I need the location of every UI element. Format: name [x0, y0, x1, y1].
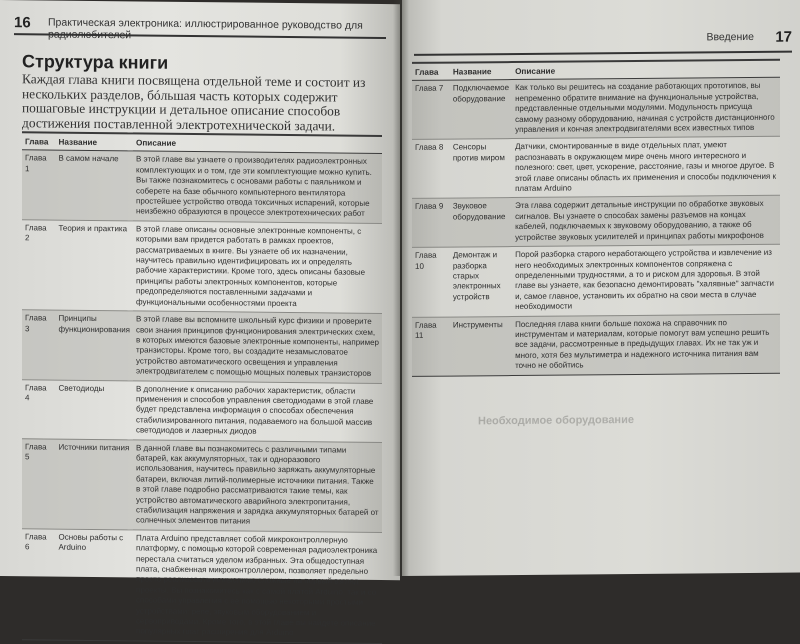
table-row — [22, 379, 382, 442]
name-cell: Светодиоды — [58, 383, 105, 393]
chapter-cell: Глава 2 — [25, 223, 47, 243]
table-row — [22, 529, 382, 644]
right-page — [402, 0, 800, 576]
table-row — [412, 314, 780, 376]
col-description: Описание — [135, 138, 177, 148]
description-cell: Последняя глава книги больше похожа на справочник по инструментам и материалам, которые помогут вам успешно решить все задачи, рассмотренные в предыдущих главах. Их не так уж и много, хотя без мультиметра и надежного источника питания вам точно не обойтись — [515, 317, 770, 371]
description-cell: Датчики, смонтированные в виде отдельных плат, умеют распознавать в окружающем мире очень много интересного и полезного: свет, цвет, ускорение, расстояние, газы и многое другое. В этой главе описаны область их применения и способы подключения к платам Arduino — [515, 140, 776, 194]
chapter-cell: Глава 9 — [415, 202, 444, 212]
chapter-cell: Глава 11 — [415, 320, 437, 340]
table-row — [412, 244, 780, 317]
page-number-left: 16 — [14, 14, 31, 32]
col-chapter: Глава — [415, 67, 439, 77]
col-name: Название — [58, 137, 98, 148]
name-cell: В самом начале — [58, 154, 119, 164]
left-page — [0, 0, 400, 638]
col-name: Название — [452, 67, 492, 77]
name-cell: Источники питания — [58, 442, 130, 452]
name-cell: Основы работы с Arduino — [58, 532, 124, 553]
description-cell: В дополнение к описанию рабочих характеристик, области применения и способов управления светодиодами в этой главе будет представлена информация о способах обеспечения стабилизированного питания, подаваемого на большой массив светодиодов и лазерных диодов — [135, 383, 374, 436]
name-cell: Звуковое оборудование — [452, 201, 506, 222]
table-row — [22, 310, 382, 383]
description-cell: В данной главе вы познакомитесь с различными типами батарей, как аккумуляторных, так и одноразового использования, научитесь правильно заряжать аккумуляторные батареи, включая литий-полимерные источники питания. Также в этой главе подробно рассматриваются такие темы, как устройство автоматического аварийного электропитания, стабилизация напряжения и зарядка аккумуляторных батарей от солнечных элементов питания — [135, 442, 379, 527]
description-cell: В этой главе описаны основные электронные компоненты, с которыми вам придется работать в рамках проектов, рассматриваемых в книге. Вы узнаете об их назначении, научитесь правильно идентифицировать их и определять рабочие характеристики. Кроме того, здесь описаны базовые принципы работы электронных компонентов, которые предопределяются поставленными задачами и функциональными особенностями проекта — [135, 224, 366, 308]
description-cell: Как только вы решитесь на создание работающих прототипов, вы непременно обратите внимание на функциональные устройства, представленные отдельными модулями. Модульность присуща самому разному оборудованию, начиная с устройств дистанционного управления и кончая электродвигателями всех известных типов — [515, 81, 775, 135]
running-title-right: Введение — [706, 30, 754, 44]
left-page-header — [14, 14, 386, 38]
table-row — [412, 137, 780, 199]
chapter-cell: Глава 1 — [25, 153, 47, 174]
description-cell: В этой главе вы вспомните школьный курс физики и проверите свои знания принципов функционирования электрических схем, в которых имеются базовые электронные компоненты, например транзисторы. Кроме того, вы создадите незамысловатое устройство автоматического освещения и управления электродвигателем с помощью мощных полевых транзисторов — [135, 314, 380, 379]
table-row — [22, 438, 382, 532]
table-row — [412, 196, 780, 248]
name-cell: Теория и практика — [58, 223, 128, 234]
intro-paragraph: Каждая глава книги посвящена отдельной теме и состоит из нескольких разделов, бóльшая часть которых содержит пошаговые инструкции и детальное описание способов достижения поставленной электротехнической задачи. — [22, 71, 366, 134]
page-number-right: 17 — [775, 28, 792, 46]
name-cell: Демонтаж и разборка старых электронных устройств — [452, 250, 501, 302]
chapter-cell: Глава 8 — [415, 143, 444, 153]
chapter-cell: Глава 5 — [25, 441, 47, 462]
name-cell: Принципы функционирования — [58, 313, 130, 334]
chapter-cell: Глава 7 — [415, 84, 444, 94]
name-cell: Инструменты — [452, 319, 503, 330]
chapter-cell: Глава 3 — [25, 313, 47, 333]
col-description: Описание — [515, 66, 556, 77]
chapter-cell: Глава 4 — [25, 382, 47, 403]
description-cell: Порой разборка старого неработающего устройства и извлечение из него необходимых электронных компонентов сопряжена с определенными трудностями, а то и риском для здоровья. В этой главе вы узнаете, как безопасно демонтировать "халявные" запчасти и, самое главное, установить их обратно на свои места в случае необходимости — [515, 247, 775, 312]
chapters-table-left — [22, 131, 382, 644]
section-title: Структура книги — [22, 51, 169, 73]
book-gutter — [393, 0, 409, 576]
chapter-cell: Глава 10 — [415, 250, 437, 271]
show-through-heading: Необходимое оборудование — [478, 413, 634, 428]
description-cell: Эта глава содержит детальные инструкции по обработке звуковых сигналов. Вы узнаете о способах замены разъемов на концах кабелей, подключаемых к звуковому оборудованию, а также об устройстве звуковых усилителей и принципах работы микрофонов — [515, 199, 764, 242]
table-row — [412, 78, 780, 140]
description-cell: В этой главе вы узнаете о производителях радиоэлектронных комплектующих и о том, где эти комплектующие можно купить. Вы также познакомитесь с основами работы с паяльником и соберете на базе обычного компьютерного вентилятора простейшее устройство отвода токсичных испарений, которые неизбежно образуются в процессе электротехнических работ — [135, 154, 372, 219]
name-cell: Сенсоры против миром — [452, 142, 505, 163]
chapter-cell: Глава 6 — [25, 532, 47, 552]
right-page-header — [414, 9, 792, 46]
chapters-table-right — [412, 59, 780, 377]
description-cell: Плата Arduino представляет собой микроконтроллерную платформу, с помощью которой современная радиоэлектроника перестала считаться уделом избранных. Эта общедоступная плата, снабженная микроконтроллером, позволяет предельно просто реализовать немыслимо сложные на первый взгляд проекты. Вы познакомитесь как с самой платой Arduino, так и со способами управления с ее помощью некоторыми простыми устройствами: реле, звуковым оборудованием и сервоприводами. Кроме того, в этой главе вы найдете описание популярных плат расширения для Arduino — [135, 533, 378, 638]
table-row — [22, 150, 382, 223]
col-chapter: Глава — [25, 137, 49, 147]
name-cell: Подключаемое оборудование — [452, 83, 510, 104]
running-title-left: Практическая электроника: иллюстрированное руководство для — [48, 16, 363, 32]
table-row — [22, 220, 382, 314]
header-rule — [414, 51, 792, 56]
